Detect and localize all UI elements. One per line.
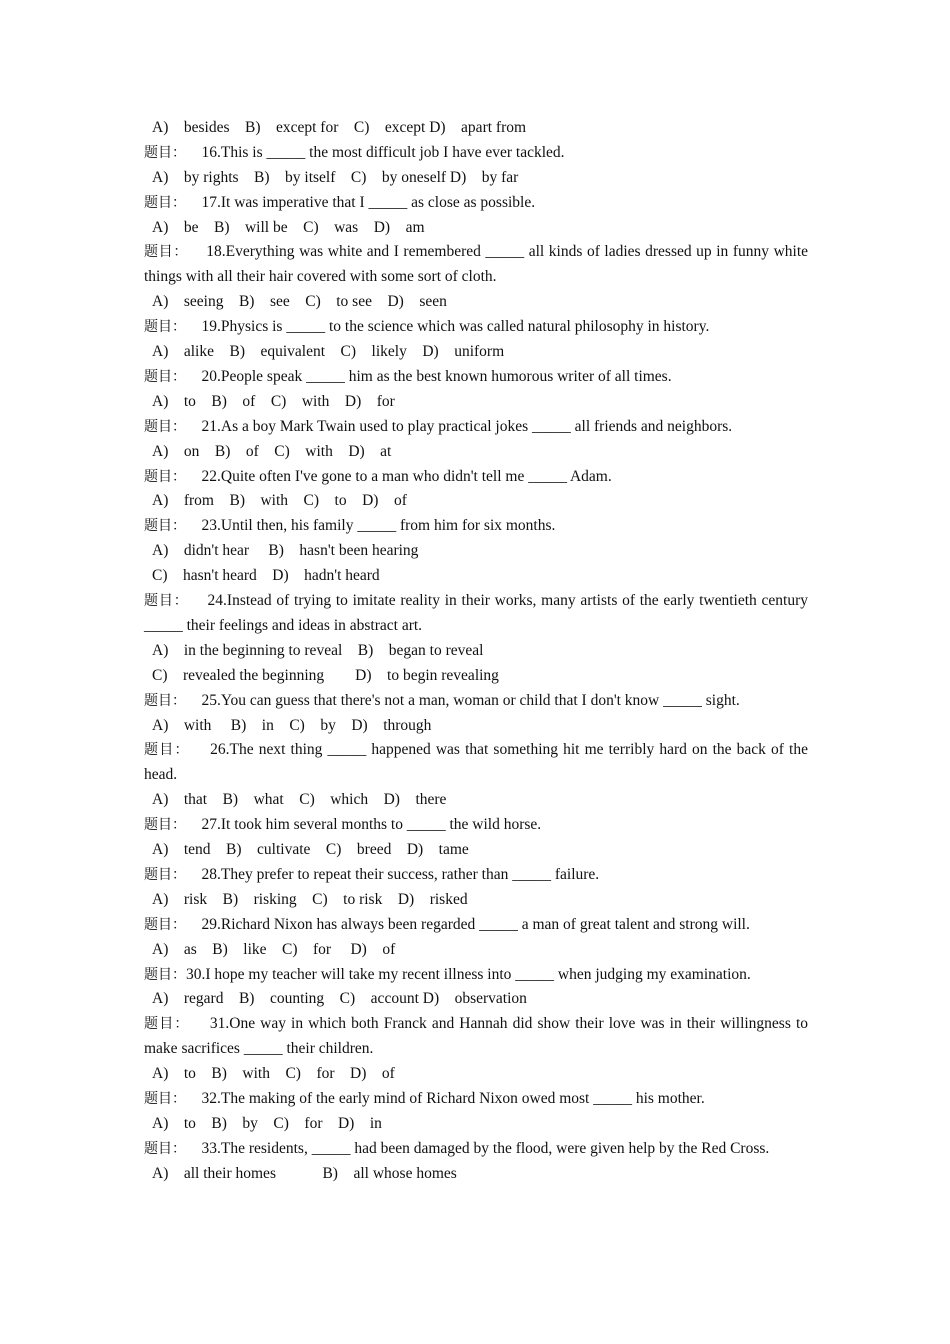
question-prefix: 题目： [144, 916, 186, 933]
question-text [144, 689, 808, 714]
answer-options: A) tend B) cultivate C) breed D) tame [152, 841, 469, 859]
question-body: 32.The making of the early mind of Richard Nixon owed most _____ his mother. [186, 1090, 705, 1108]
question-text [144, 813, 808, 838]
answer-options: A) with B) in C) by D) through [152, 716, 432, 734]
question-prefix: 题目： [144, 1091, 186, 1108]
question-body: 22.Quite often I've gone to a man who didn't tell me _____ Adam. [186, 467, 612, 485]
question-prefix: 题目： [144, 418, 186, 435]
answer-options: A) risk B) risking C) to risk D) risked [152, 890, 468, 908]
question-text [144, 863, 808, 888]
answer-options: C) revealed the beginning D) to begin revealing [152, 666, 499, 684]
question-prefix: 题目： [144, 244, 189, 261]
question-text [144, 1012, 812, 1062]
answer-options: A) as B) like C) for D) of [152, 940, 396, 958]
exam-page [144, 116, 812, 1187]
answer-options: A) in the beginning to reveal B) began to reveal [152, 641, 484, 659]
question-prefix: 题目： [144, 368, 186, 385]
question-text [144, 191, 808, 216]
question-text [144, 514, 808, 539]
question-body: 21.As a boy Mark Twain used to play practical jokes _____ all friends and neighbors. [186, 417, 733, 435]
question-text [144, 963, 808, 988]
question-body: 24.Instead of trying to imitate reality in their works, many artists of the early twentieth century _____ their feelings and ideas in abstract art. [144, 592, 812, 634]
question-text [144, 738, 812, 788]
question-prefix: 题目： [144, 692, 186, 709]
question-prefix: 题目： [144, 1140, 186, 1157]
question-prefix: 题目： [144, 742, 190, 759]
question-body: 29.Richard Nixon has always been regarded _____ a man of great talent and strong will. [186, 915, 750, 933]
question-prefix: 题目： [144, 518, 186, 535]
question-text [144, 1137, 808, 1162]
question-body: 20.People speak _____ him as the best known humorous writer of all times. [186, 367, 672, 385]
question-text [144, 240, 812, 290]
answer-options: A) to B) by C) for D) in [152, 1114, 382, 1132]
question-body: 26.The next thing _____ happened was that something hit me terribly hard on the back of the head. [144, 741, 812, 784]
question-text [144, 589, 812, 639]
answer-options: A) regard B) counting C) account D) observation [152, 990, 527, 1008]
answer-options: A) by rights B) by itself C) by oneself D) by far [152, 168, 519, 186]
question-prefix: 题目： [144, 144, 186, 161]
question-prefix: 题目： [144, 593, 189, 610]
answer-options: A) all their homes B) all whose homes [152, 1164, 457, 1182]
question-body: 28.They prefer to repeat their success, rather than _____ failure. [186, 865, 600, 883]
question-body: 19.Physics is _____ to the science which was called natural philosophy in history. [186, 318, 710, 336]
question-prefix: 题目： [144, 468, 186, 485]
question-text [144, 365, 808, 390]
answer-options: A) besides B) except for C) except D) apart from [152, 119, 527, 136]
question-prefix: 题目： [144, 866, 186, 883]
answer-options: A) alike B) equivalent C) likely D) uniform [152, 343, 505, 361]
answer-options: A) on B) of C) with D) at [152, 442, 392, 460]
answer-options: A) be B) will be C) was D) am [152, 218, 425, 236]
question-prefix: 题目： [144, 1016, 190, 1033]
question-text [144, 913, 808, 938]
answer-options: C) hasn't heard D) hadn't heard [152, 567, 380, 585]
question-text [144, 465, 808, 490]
question-body: 16.This is _____ the most difficult job I have ever tackled. [186, 143, 565, 161]
question-text [144, 1087, 808, 1112]
question-prefix: 题目： [144, 319, 186, 336]
question-body: 27.It took him several months to _____ the wild horse. [186, 816, 542, 834]
answer-options: A) from B) with C) to D) of [152, 492, 407, 510]
answer-options: A) didn't hear B) hasn't been hearing [152, 542, 419, 560]
question-body: 17.It was imperative that I _____ as close as possible. [186, 193, 536, 211]
question-body: 31.One way in which both Franck and Hannah did show their love was in their willingness to make sacrifices _____ their children. [144, 1015, 812, 1058]
question-text [144, 415, 808, 440]
question-body: 30.I hope my teacher will take my recent illness into _____ when judging my examination. [186, 965, 751, 983]
question-prefix: 题目： [144, 194, 186, 211]
answer-options: A) that B) what C) which D) there [152, 791, 447, 809]
question-prefix: 题目： [144, 817, 186, 834]
question-prefix: 题目： [144, 966, 186, 983]
question-body: 25.You can guess that there's not a man, woman or child that I don't know _____ sight. [186, 691, 740, 709]
question-body: 23.Until then, his family _____ from him for six months. [186, 517, 556, 535]
question-text [144, 315, 808, 340]
answer-options: A) to B) with C) for D) of [152, 1065, 395, 1083]
question-body: 18.Everything was white and I remembered _____ all kinds of ladies dressed up in funny white things with all their hair covered with some sort of cloth. [144, 243, 812, 286]
question-body: 33.The residents, _____ had been damaged by the flood, were given help by the Red Cross. [186, 1139, 770, 1157]
question-text [144, 141, 808, 166]
answer-options: A) to B) of C) with D) for [152, 392, 395, 410]
answer-options: A) seeing B) see C) to see D) seen [152, 293, 447, 311]
